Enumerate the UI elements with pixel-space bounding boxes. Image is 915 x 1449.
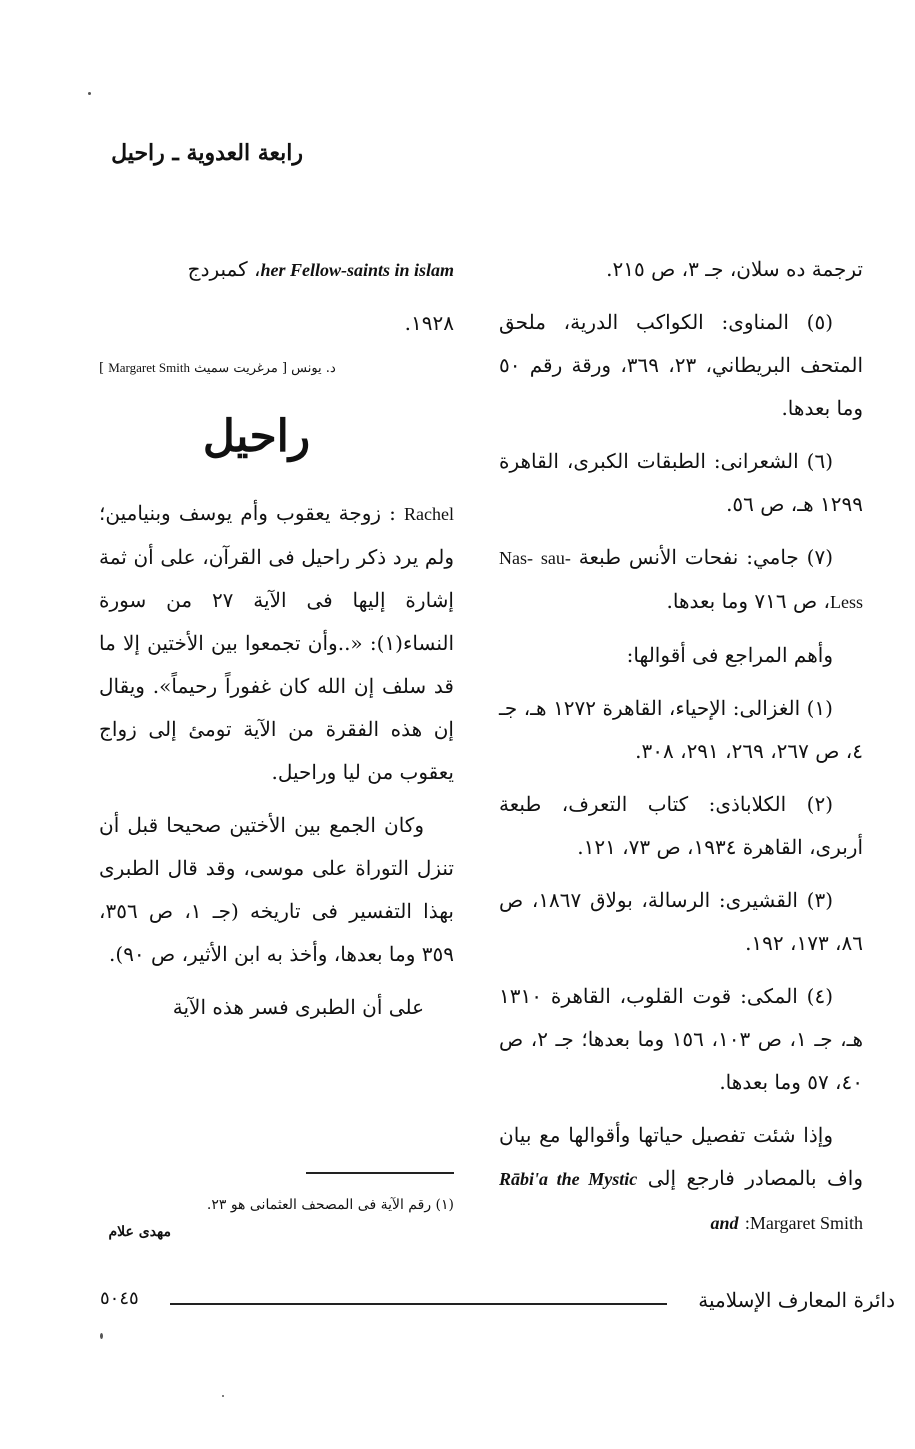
editor-arabic-b: ]: [99, 361, 105, 376]
reference-item-7-latin-a: Nas-: [499, 548, 533, 568]
closing-author-name: :Margaret Smith: [744, 1213, 863, 1233]
reference-item-7-arabic-b: ، ص ٧١٦ وما بعدها.: [666, 589, 830, 613]
references-heading: وأهم المراجع فى أقوالها:: [626, 643, 833, 667]
source-ref-2: (٢) الكلاباذى: كتاب التعرف، طبعة أربرى، القاهرة ١٩٣٤، ص ٧٣، ١٢١.: [499, 792, 863, 859]
source-ref-4: (٤) المكى: قوت القلوب، القاهرة ١٣١٠ هـ، جـ ١، ص ١٠٣، ١٥٦ وما بعدها؛ جـ ٢، ص ٤٠، ٥٧ وما بعدها.: [499, 984, 863, 1094]
closing-paragraph: [499, 1114, 863, 1245]
citation-place: ، كمبردج: [187, 257, 261, 281]
footnote-rule: [306, 1172, 454, 1174]
reference-item-7: [499, 536, 863, 624]
scan-speck: [88, 92, 91, 95]
citation-year: ١٩٢٨.: [404, 311, 454, 335]
right-column: [499, 248, 863, 1255]
scan-speck: [222, 1395, 224, 1397]
running-header: رابعة العدوية ـ راحيل: [111, 140, 303, 166]
reference-item-7-latin-b: sau-Less: [540, 548, 863, 612]
continued-citation: [99, 248, 454, 292]
article-paragraph-2: وكان الجمع بين الأختين صحيحا قبل أن تنزل التوراة على موسى، وقد قال الطبرى بهذا التفسير فى تاريخه (جـ ١، ص ٣٥٦، ٣٥٩ وما بعدها، وأخذ به ابن الأثير، ص ٩٠).: [99, 813, 454, 966]
previous-article-author: [99, 355, 454, 382]
article-paragraph-3: على أن الطبرى فسر هذه الآية: [172, 995, 424, 1019]
source-ref-3: (٣) القشيرى: الرسالة، بولاق ١٨٦٧، ص ٨٦، ١٧٣، ١٩٢.: [499, 888, 863, 955]
footer-rule: [170, 1303, 667, 1305]
closing-arabic: وإذا شئت تفصيل حياتها وأقوالها مع بيان واف بالمصادر فارجع إلى: [499, 1123, 863, 1190]
source-ref-1: (١) الغزالى: الإحياء، القاهرة ١٢٧٢ هـ، جـ ٤، ص ٢٦٧، ٢٦٩، ٢٩١، ٣٠٨.: [499, 696, 863, 763]
article-paragraph-1-text: : زوجة يعقوب وأم يوسف وبنيامين؛ ولم يرد ذكر راحيل فى القرآن، على أن ثمة إشارة إليها فى الآية ٢٧ من سورة النساء(١): «..وأن تجمعوا بين الأختين إلا ما قد سلف إن الله كان غفوراً رحيماً». ويقال إن هذه الفقرة من الآية تومئ إلى زواج يعقوب من ليا وراحيل.: [99, 501, 454, 784]
footnote: (١) رقم الآية فى المصحف العثمانى هو ٢٣.: [206, 1197, 454, 1213]
page-number: ٥٠٤٥: [100, 1288, 139, 1309]
page-footer: [100, 1288, 895, 1318]
editor-latin: Margaret Smith: [108, 360, 190, 375]
footer-encyclopedia-title: دائرة المعارف الإسلامية: [698, 1288, 895, 1312]
reference-item-7-arabic-a: (٧) جامي: نفحات الأنس طبعة: [578, 545, 834, 569]
continued-reference: ترجمة ده سلان، جـ ٣، ص ٢١٥.: [606, 257, 863, 281]
article-title: راحيل: [202, 411, 311, 462]
article-author: مهدى علام: [108, 1224, 171, 1240]
editor-arabic-a: د. يونس [ مرغريت سميث: [194, 361, 336, 376]
left-column: [99, 248, 454, 1039]
citation-book-title: her Fellow-saints in islam: [260, 260, 454, 280]
reference-item-6: (٦) الشعرانى: الطبقات الكبرى، القاهرة ١٢٩٩ هـ، ص ٥٦.: [499, 449, 863, 516]
article-paragraph-1: [99, 492, 454, 794]
closing-book-title: Rābi'a the Mystic and: [499, 1169, 739, 1233]
scan-speck: [100, 1333, 103, 1339]
article-term-latin: Rachel: [404, 504, 454, 524]
reference-item-5: (٥) المناوى: الكواكب الدرية، ملحق المتحف البريطاني، ٢٣، ٣٦٩، ورقة رقم ٥٠ وما بعدها.: [499, 310, 864, 420]
